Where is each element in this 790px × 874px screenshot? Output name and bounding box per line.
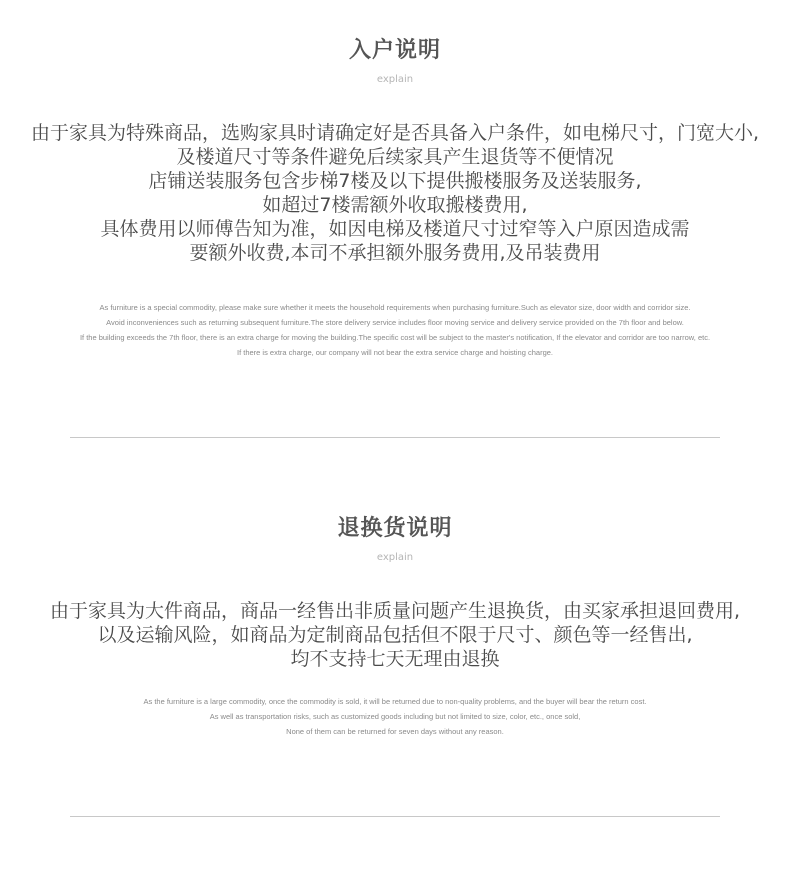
cn-line: 均不支持七天无理由退换 bbox=[290, 648, 500, 670]
move-in-subtitle: explain bbox=[376, 74, 414, 85]
move-in-title: 入户说明 bbox=[348, 38, 441, 63]
en-line: As well as transportation risks, such as customized goods including but not limited to size, color, etc., once sold, bbox=[209, 712, 581, 721]
cn-line: 具体费用以师傅告知为准，如因电梯及楼道尺寸过窄等入户原因造成需 bbox=[100, 218, 690, 240]
en-line: None of them can be returned for seven days without any reason. bbox=[286, 727, 504, 736]
move-in-english-text bbox=[0, 300, 790, 360]
en-line: As furniture is a special commodity, please make sure whether it meets the household requirements when purchasing furniture.Such as elevator size, door width and corridor size. bbox=[99, 303, 691, 312]
en-line: As the furniture is a large commodity, once the commodity is sold, it will be returned due to non-quality problems, and the buyer will bear the return cost. bbox=[143, 697, 647, 706]
section-divider bbox=[70, 816, 720, 817]
returns-english-text bbox=[0, 694, 790, 739]
cn-line: 要额外收费,本司不承担额外服务费用,及吊装费用 bbox=[189, 242, 601, 264]
en-line: If there is extra charge, our company will not bear the extra service charge and hoisting charge. bbox=[237, 348, 553, 357]
returns-title: 退换货说明 bbox=[337, 516, 453, 541]
returns-subtitle: explain bbox=[376, 552, 414, 563]
returns-chinese-text bbox=[0, 599, 790, 671]
en-line: Avoid inconveniences such as returning subsequent furniture.The store delivery service includes floor moving service and delivery service provided on the 7th floor and below. bbox=[106, 318, 684, 327]
cn-line: 如超过7楼需额外收取搬楼费用, bbox=[262, 194, 528, 216]
section-divider bbox=[70, 437, 720, 438]
cn-line: 及楼道尺寸等条件避免后续家具产生退货等不便情况 bbox=[176, 146, 614, 168]
cn-line: 店铺送装服务包含步梯7楼及以下提供搬楼服务及送装服务, bbox=[148, 170, 642, 192]
cn-line: 以及运输风险，如商品为定制商品包括但不限于尺寸、颜色等一经售出, bbox=[97, 624, 693, 646]
cn-line: 由于家具为特殊商品，选购家具时请确定好是否具备入户条件，如电梯尺寸，门宽大小, bbox=[30, 122, 760, 144]
cn-line: 由于家具为大件商品，商品一经售出非质量问题产生退换货，由买家承担退回费用, bbox=[49, 600, 741, 622]
move-in-chinese-text bbox=[0, 121, 790, 265]
en-line: If the building exceeds the 7th floor, there is an extra charge for moving the building.The specific cost will be subject to the master's notification, If the elevator and corridor are too narrow, etc. bbox=[79, 333, 711, 342]
